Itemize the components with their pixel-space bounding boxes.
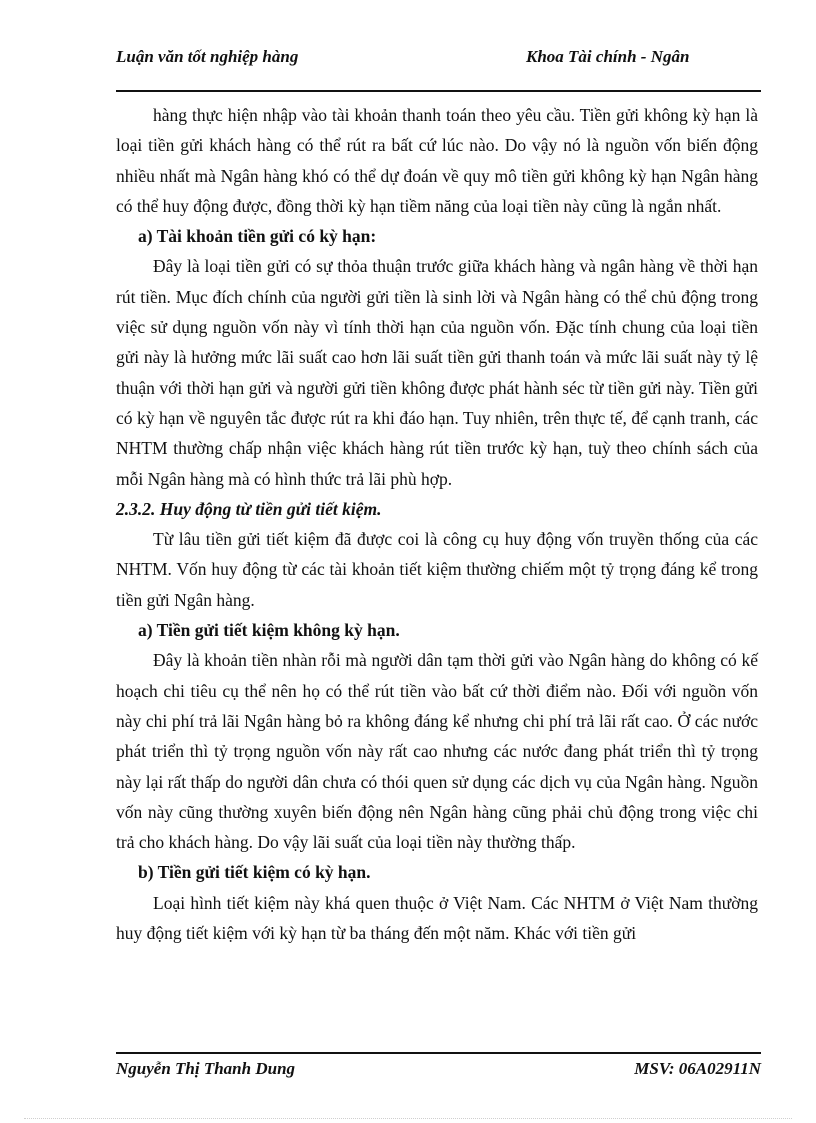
heading-term-savings: b) Tiền gửi tiết kiệm có kỳ hạn. (138, 862, 371, 883)
header-thesis-title: Luận văn tốt nghiệp hàng (116, 47, 299, 66)
heading-term-deposit-account: a) Tài khoản tiền gửi có kỳ hạn: (138, 226, 377, 247)
page-header (116, 46, 761, 92)
footer-author: Nguyễn Thị Thanh Dung (116, 1059, 296, 1078)
page-bottom-divider (24, 1118, 792, 1119)
section-heading-2-3-2: 2.3.2. Huy động từ tiền gửi tiết kiệm. (116, 498, 382, 519)
page-footer (116, 1052, 761, 1084)
paragraph-term-savings: Loại hình tiết kiệm này khá quen thuộc ở Việt Nam. Các NHTM ở Việt Nam thường huy động tiết kiệm với kỳ hạn từ ba tháng đến một năm. Khác với tiền gửi (116, 892, 758, 944)
heading-demand-savings: a) Tiền gửi tiết kiệm không kỳ hạn. (138, 620, 400, 641)
paragraph-demand-deposit-end: hàng thực hiện nhập vào tài khoản thanh toán theo yêu cầu. Tiền gửi không kỳ hạn là loại tiền gửi khách hàng có thể rút ra bất cứ lúc nào. Do vậy nó là nguồn vốn biến động nhiều nhất mà Ngân hàng khó có thể dự đoán về quy mô tiền gửi không kỳ hạn Ngân hàng có thể huy động được, đồng thời kỳ hạn tiềm năng của loại tiền này cũng là ngắn nhất. (116, 105, 758, 216)
paragraph-savings-intro: Từ lâu tiền gửi tiết kiệm đã được coi là công cụ huy động vốn truyền thống của các NHTM. Vốn huy động từ các tài khoản tiết kiệm thường chiếm một tỷ trọng đáng kể trong tiền gửi Ngân hàng. (116, 529, 758, 610)
paragraph-term-deposit: Đây là loại tiền gửi có sự thỏa thuận trước giữa khách hàng và ngân hàng về thời hạn rút tiền. Mục đích chính của người gửi tiền là sinh lời và Ngân hàng có thể chủ động trong việc sử dụng nguồn vốn này vì tính thời hạn của nguồn vốn. Đặc tính chung của loại tiền gửi này là hưởng mức lãi suất cao hơn lãi suất tiền gửi thanh toán và mức lãi suất này tỷ lệ thuận với thời hạn gửi và người gửi tiền không được phát hành séc từ tiền gửi này. Tiền gửi có kỳ hạn về nguyên tắc được rút ra khi đáo hạn. Tuy nhiên, trên thực tế, để cạnh tranh, các NHTM thường chấp nhận việc khách hàng rút tiền trước kỳ hạn, tuỳ theo chính sách của mỗi Ngân hàng mà có hình thức trả lãi phù hợp. (116, 256, 758, 489)
document-body (116, 100, 758, 948)
header-faculty: Khoa Tài chính - Ngân (526, 47, 690, 66)
paragraph-demand-savings: Đây là khoản tiền nhàn rỗi mà người dân tạm thời gửi vào Ngân hàng do không có kế hoạch chi tiêu cụ thể nên họ có thể rút tiền vào bất cứ thời điểm nào. Đối với nguồn vốn này chi phí trả lãi Ngân hàng bỏ ra không đáng kể nhưng chi phí trả lãi rất cao. Ở các nước phát triển thì tỷ trọng nguồn vốn này rất cao nhưng các nước đang phát triển thì tỷ trọng này lại rất thấp do người dân chưa có thói quen sử dụng các dịch vụ của Ngân hàng. Nguồn vốn này cũng thường xuyên biến động nên Ngân hàng cũng phải chủ động trong việc chi trả cho khách hàng. Do vậy lãi suất của loại tiền này thường thấp. (116, 650, 758, 853)
footer-student-id: MSV: 06A02911N (634, 1059, 761, 1078)
